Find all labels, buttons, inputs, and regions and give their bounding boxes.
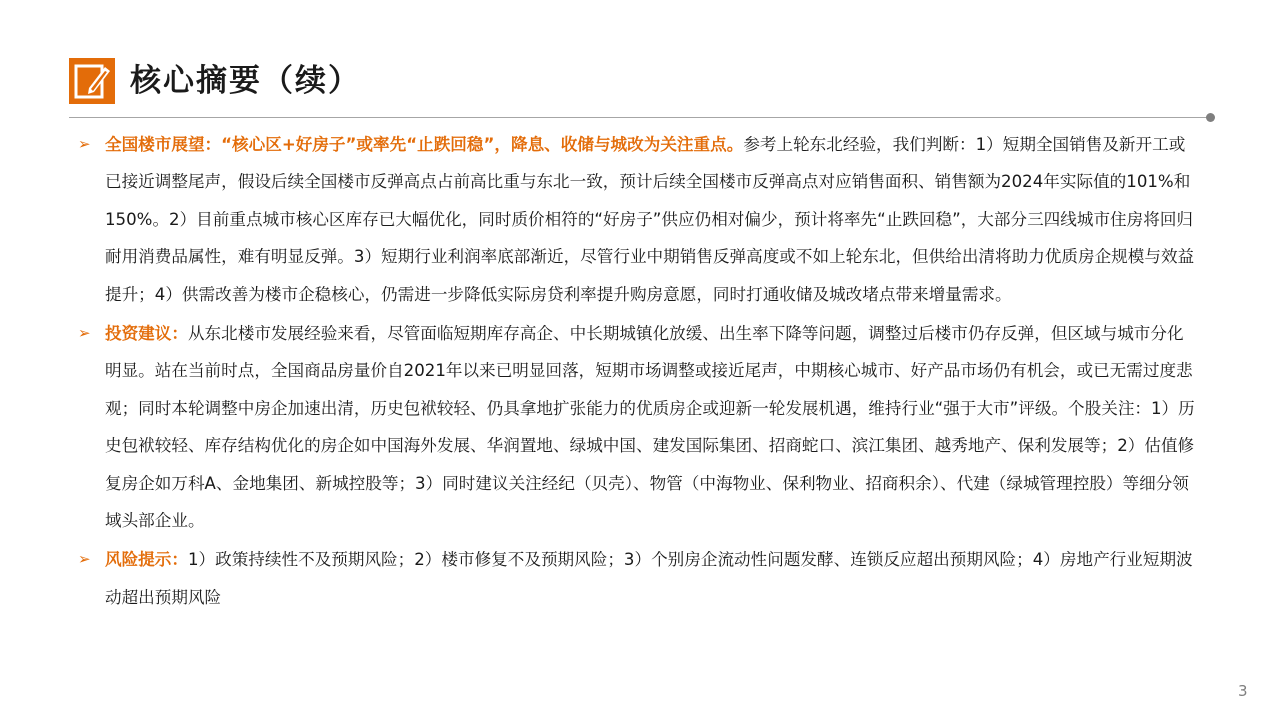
divider-dot [1206,113,1215,122]
title-divider [69,117,1210,118]
bullet-lead: 全国楼市展望：“核心区+好房子”或率先“止跌回稳”，降息、收储与城改为关注重点。 [105,135,744,154]
page-title: 核心摘要（续） [130,63,361,99]
pencil-edit-icon [69,58,115,104]
bullet-body: 1）政策持续性不及预期风险；2）楼市修复不及预期风险；3）个别房企流动性问题发酵、连锁反应超出预期风险；4）房地产行业短期波动超出预期风险 [105,550,1193,607]
bullet-lead: 风险提示： [105,550,188,570]
page-number: 3 [1238,682,1248,700]
arrow-bullet-icon: ➢ [78,324,91,343]
arrow-bullet-icon: ➢ [78,135,91,153]
arrow-bullet-icon: ➢ [78,550,91,569]
bullet-body: 参考上轮东北经验，我们判断：1）短期全国销售及新开工或已接近调整尾声，假设后续全国楼市反弹高点占前高比重与东北一致，预计后续全国楼市反弹高点对应销售面积、销售额为2024年实际值的101%和150%。2）目前重点城市核心区库存已大幅优化，同时质价相符的“好房子”供应仍相对偏少，预计将率先“止跌回稳”，大部分三四线城市住房将回归耐用消费品属性，难有明显反弹。3）短期行业利润率底部渐近，尽管行业中期销售反弹高度或不如上轮东北，但供给出清将助力优质房企规模与效益提升；4）供需改善为楼市企稳核心，仍需进一步降低实际房贷利率提升购房意愿，同时打通收储及城改堵点带来增量需求。 [105,135,1195,304]
bullet-body: 从东北楼市发展经验来看，尽管面临短期库存高企、中长期城镇化放缓、出生率下降等问题，调整过后楼市仍存反弹，但区域与城市分化明显。站在当前时点，全国商品房量价自2021年以来已明显回落，短期市场调整或接近尾声，中期核心城市、好产品市场仍有机会，或已无需过度悲观；同时本轮调整中房企加速出清，历史包袱较轻、仍具拿地扩张能力的优质房企或迎新一轮发展机遇，维持行业“强于大市”评级。个股关注：1）历史包袱较轻、库存结构优化的房企如中国海外发展、华润置地、绿城中国、建发国际集团、招商蛇口、滨江集团、越秀地产、保利发展等；2）估值修复房企如万科A、金地集团、新城控股等；3）同时建议关注经纪（贝壳）、物管（中海物业、保利物业、招商积余）、代建（绿城管理控股）等细分领域头部企业。 [105,324,1195,531]
bullet-market-outlook [78,126,1200,313]
summary-content [78,126,1200,618]
bullet-lead: 投资建议： [105,324,188,344]
bullet-investment-advice [78,315,1200,539]
bullet-risk-warning [78,541,1200,616]
